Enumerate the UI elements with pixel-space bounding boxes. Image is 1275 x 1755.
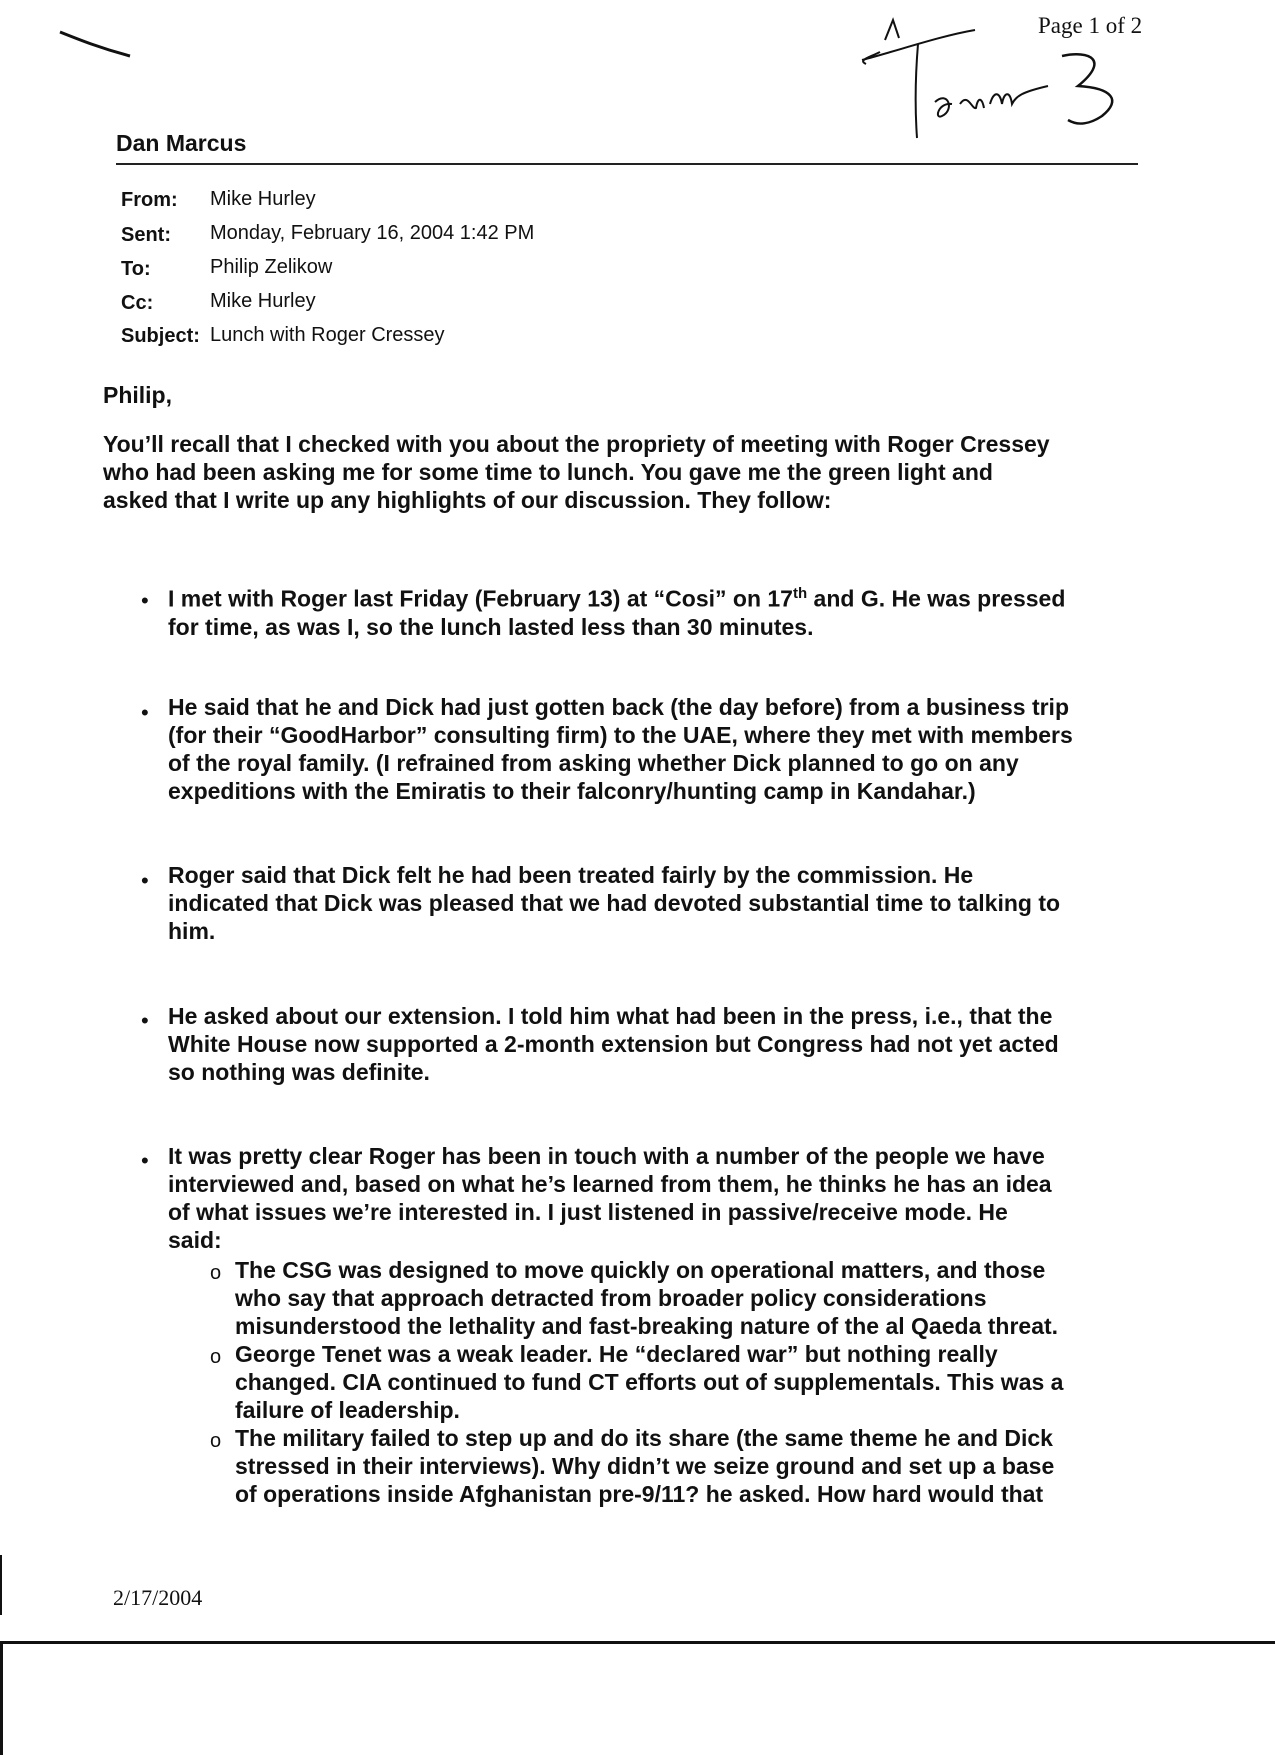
sent-label: Sent: bbox=[121, 224, 171, 246]
scan-edge-line bbox=[0, 1555, 2, 1615]
caret-mark bbox=[885, 20, 899, 40]
print-date: 2/17/2004 bbox=[113, 1585, 203, 1610]
to-value: Philip Zelikow bbox=[210, 256, 333, 278]
bullet-marker: • bbox=[141, 700, 149, 725]
bullet-item: He asked about our extension. I told him what had been in the press, i.e., that the White House now supported a 2-month extension but Congress had not yet acted so nothing was definite. bbox=[168, 1003, 1059, 1085]
footer-divider bbox=[0, 1641, 1275, 1644]
bullet-item: He said that he and Dick had just gotten back (the day before) from a business trip (for their “GoodHarbor” consulting firm) to the UAE, where they met with members of the royal family. (I refrained from asking whether Dick planned to go on any expeditions with the Emiratis to their falconry/hunting camp in Kandahar.) bbox=[168, 694, 1073, 804]
subject-value: Lunch with Roger Cressey bbox=[210, 324, 445, 346]
bullet-item bbox=[168, 580, 1168, 641]
sub-bullet-marker: o bbox=[210, 1262, 222, 1284]
bullet-text-rest: and G. He was pressed for time, as was I, so the lunch lasted less than 30 minutes. bbox=[168, 585, 1066, 640]
scan-edge-line bbox=[0, 1644, 3, 1755]
sub-bullet-item: The military failed to step up and do its share (the same theme he and Dick stressed in their interviews). Why didn’t we seize ground and set up a base of operations inside Afghanistan pre-9/11? he asked. How hard would that bbox=[235, 1425, 1055, 1507]
salutation: Philip, bbox=[103, 382, 172, 408]
handwritten-T bbox=[862, 30, 975, 138]
bullet-marker: • bbox=[141, 868, 149, 893]
bullet-marker: • bbox=[141, 1008, 149, 1033]
bullet-text-lead: I met with Roger last Friday (February 13) at “Cosi” on 17 bbox=[168, 585, 793, 612]
page-number: Page 1 of 2 bbox=[1038, 13, 1143, 38]
from-value: Mike Hurley bbox=[210, 188, 316, 210]
bullet-marker: • bbox=[141, 588, 149, 613]
handwritten-eam bbox=[935, 86, 1048, 117]
sub-bullet-item: The CSG was designed to move quickly on operational matters, and those who say that approach detracted from broader policy considerations misunderstood the lethality and fast-breaking nature of the al Qaeda threat. bbox=[235, 1257, 1059, 1339]
cc-value: Mike Hurley bbox=[210, 290, 316, 312]
from-label: From: bbox=[121, 189, 178, 211]
subject-label: Subject: bbox=[121, 325, 200, 347]
cc-label: Cc: bbox=[121, 292, 154, 314]
pen-stroke-mark bbox=[60, 32, 130, 56]
sub-bullet-item: George Tenet was a weak leader. He “declared war” but nothing really changed. CIA continued to fund CT efforts out of supplementals. This was a failure of leadership. bbox=[235, 1341, 1064, 1423]
bullet-item: It was pretty clear Roger has been in touch with a number of the people we have interviewed and, based on what he’s learned from them, he thinks he has an idea of what issues we’re interested in. I just listened in passive/receive mode. He said: bbox=[168, 1143, 1052, 1253]
mailbox-owner-name: Dan Marcus bbox=[116, 130, 247, 156]
handwritten-3 bbox=[1062, 54, 1112, 123]
intro-paragraph: You’ll recall that I checked with you about the propriety of meeting with Roger Cressey who had been asking me for some time to lunch. You gave me the green light and asked that I write up any highlights of our discussion. They follow: bbox=[103, 431, 1050, 513]
to-label: To: bbox=[121, 258, 151, 280]
header-divider bbox=[116, 163, 1138, 165]
bullet-item: Roger said that Dick felt he had been treated fairly by the commission. He indicated that Dick was pleased that we had devoted substantial time to talking to him. bbox=[168, 862, 1061, 944]
sub-bullet-marker: o bbox=[210, 1430, 222, 1452]
bullet-text-superscript: th bbox=[792, 585, 808, 602]
sub-bullet-marker: o bbox=[210, 1346, 222, 1368]
sent-value: Monday, February 16, 2004 1:42 PM bbox=[210, 222, 535, 244]
bullet-marker: • bbox=[141, 1148, 149, 1173]
